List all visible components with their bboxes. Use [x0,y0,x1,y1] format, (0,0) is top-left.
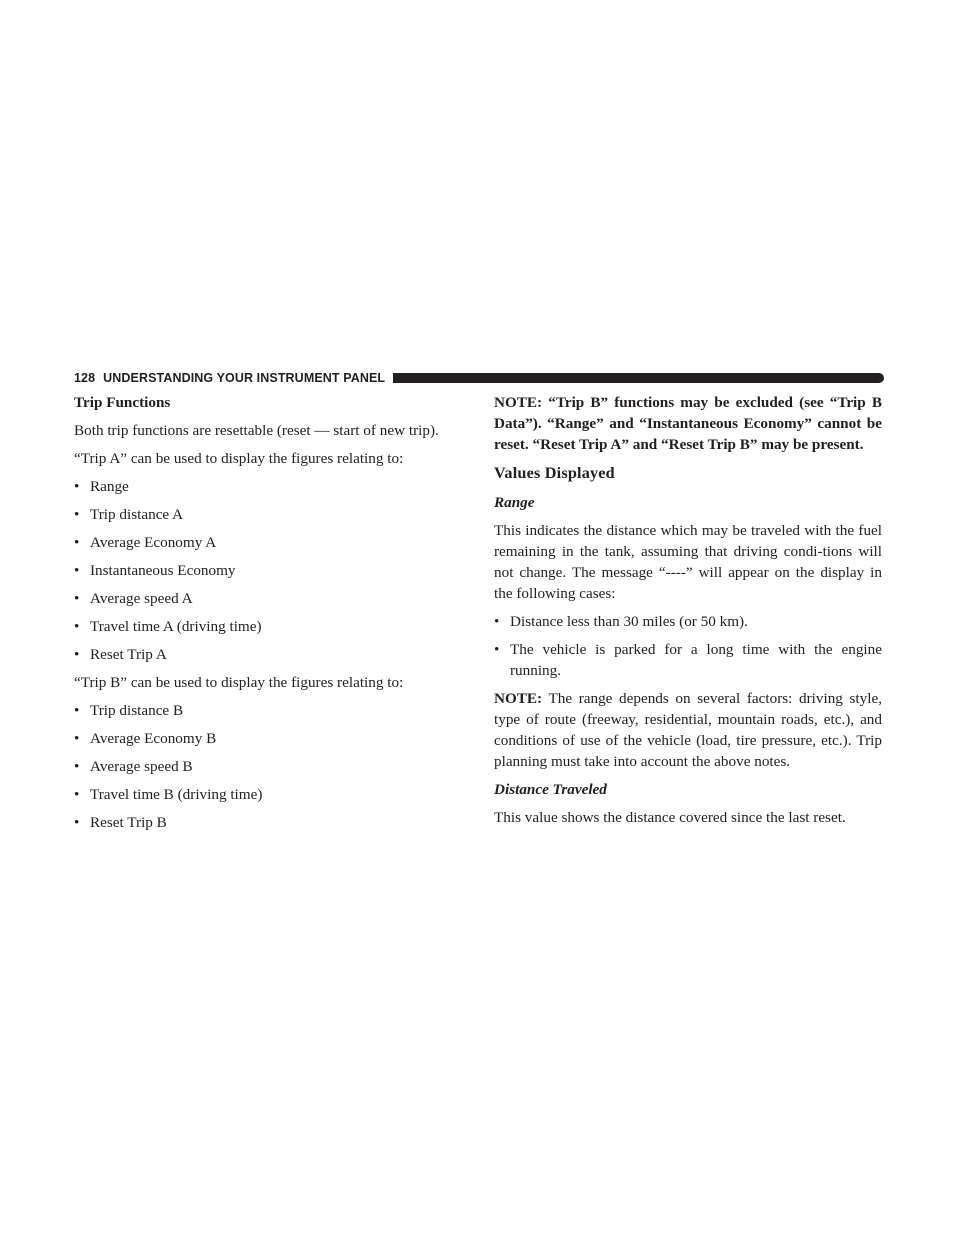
list-item-text: Instantaneous Economy [90,562,236,579]
bullet-icon: • [74,758,80,775]
distance-traveled-description: This value shows the distance covered since the last reset. [494,809,846,826]
bullet-icon: • [74,506,80,523]
bullet-icon: • [494,641,500,658]
list-item-text: Reset Trip B [90,814,167,831]
range-description: This indicates the distance which may be traveled with the fuel remaining in the tank, assuming that driving condi-tions will not change. The message “----” will appear on the display in the following cases: [494,522,882,602]
list-item [74,504,474,525]
list-item [494,639,882,681]
list-item [74,812,474,833]
trip-b-list [74,700,474,833]
page-header [74,370,884,386]
list-item [74,476,474,497]
list-item [494,611,882,632]
list-item [74,532,474,553]
bullet-icon: • [74,786,80,803]
list-item-text: Average speed B [90,758,193,775]
bullet-icon: • [74,478,80,495]
trip-functions-intro: Both trip functions are resettable (reset — start of new trip). [74,422,439,439]
list-item-text: Travel time A (driving time) [90,618,262,635]
bullet-icon: • [74,730,80,747]
list-item-text: Reset Trip A [90,646,167,663]
list-item [74,616,474,637]
trip-b-intro: “Trip B” can be used to display the figures relating to: [74,674,404,691]
header-rule [393,373,884,383]
left-column [74,392,474,840]
trip-functions-heading: Trip Functions [74,394,171,411]
list-item-text: Average Economy A [90,534,217,551]
trip-b-note: NOTE: “Trip B” functions may be excluded (see “Trip B Data”). “Range” and “Instantaneous Economy” cannot be reset. “Reset Trip A” and “Reset Trip B” may be present. [494,394,882,453]
page-number: 128 [74,371,96,385]
distance-traveled-heading: Distance Traveled [494,781,607,798]
list-item-text: Average speed A [90,590,193,607]
list-item-text: Trip distance A [90,506,184,523]
range-heading: Range [494,494,535,511]
right-column [494,392,882,835]
range-note [494,688,882,772]
list-item-text: Travel time B (driving time) [90,786,263,803]
list-item [74,728,474,749]
list-item [74,700,474,721]
bullet-icon: • [74,562,80,579]
note-label: NOTE: [494,690,543,707]
bullet-icon: • [74,814,80,831]
list-item [74,644,474,665]
list-item-text: The vehicle is parked for a long time with the engine running. [510,641,882,679]
list-item [74,560,474,581]
trip-a-list [74,476,474,665]
list-item-text: Average Economy B [90,730,217,747]
bullet-icon: • [74,534,80,551]
list-item-text: Distance less than 30 miles (or 50 km). [510,613,748,630]
list-item-text: Range [90,478,129,495]
bullet-icon: • [74,618,80,635]
values-displayed-heading: Values Displayed [494,464,615,482]
trip-a-intro: “Trip A” can be used to display the figures relating to: [74,450,404,467]
list-item-text: Trip distance B [90,702,184,719]
bullet-icon: • [74,646,80,663]
list-item [74,588,474,609]
list-item [74,756,474,777]
bullet-icon: • [494,613,500,630]
note-text: The range depends on several factors: driving style, type of route (freeway, residential, mountain roads, etc.), and conditions of use of the vehicle (load, tire pressure, etc.). Trip planning must take into account the above notes. [494,690,882,770]
range-cases-list [494,611,882,681]
bullet-icon: • [74,590,80,607]
section-title: UNDERSTANDING YOUR INSTRUMENT PANEL [103,371,386,385]
bullet-icon: • [74,702,80,719]
list-item [74,784,474,805]
